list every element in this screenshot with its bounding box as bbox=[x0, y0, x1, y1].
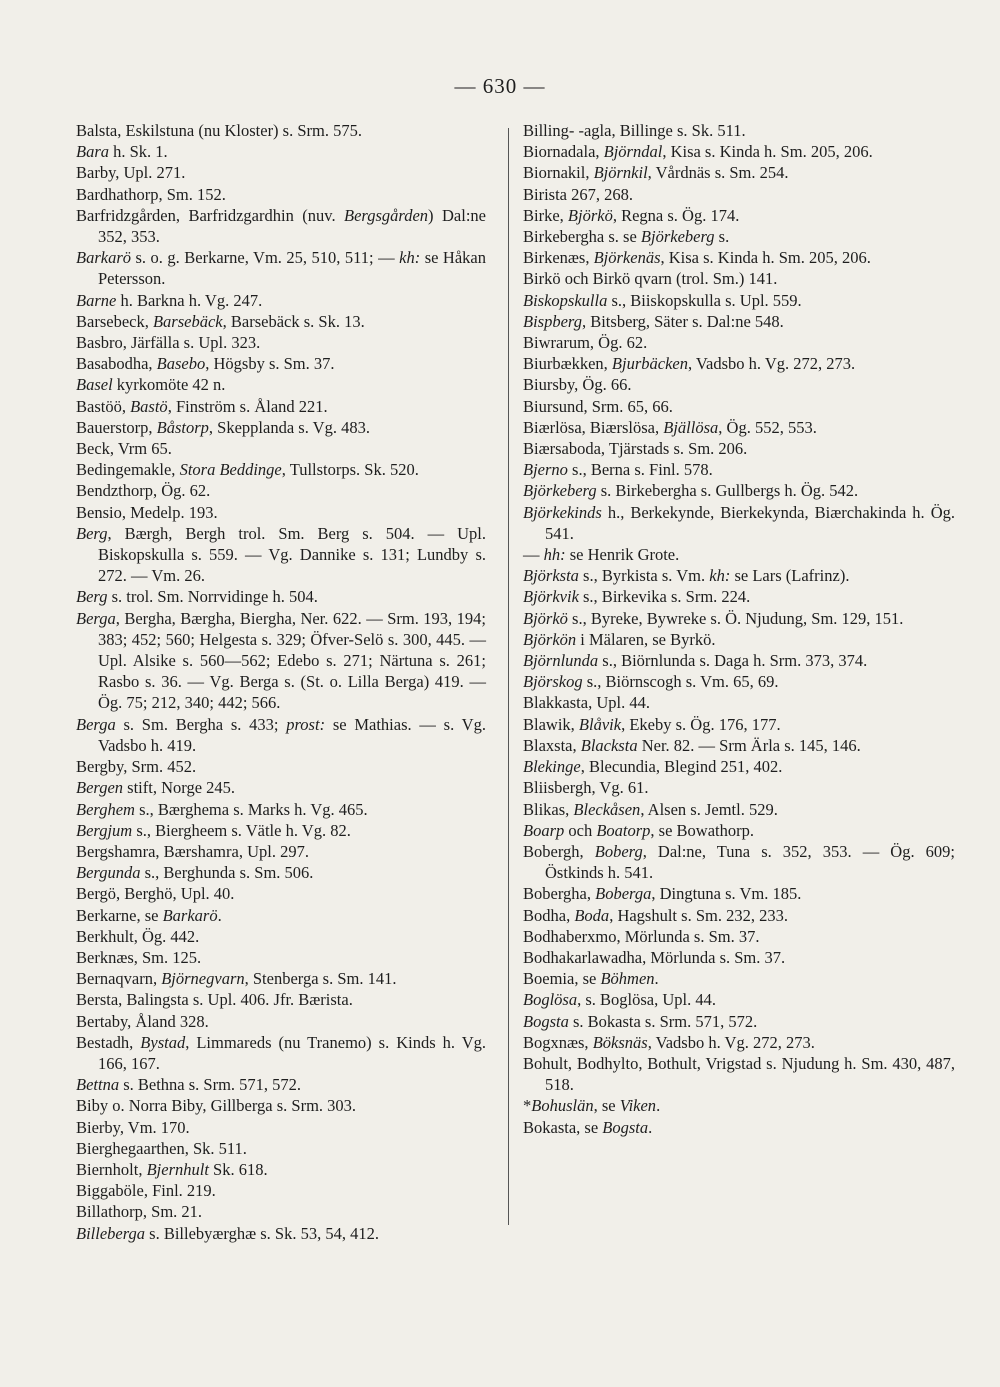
index-entry: Biursby, Ög. 66. bbox=[523, 375, 632, 395]
index-column-left bbox=[76, 120, 486, 1244]
index-entry: Biornadala, Björndal, Kisa s. Kinda h. Sm. 205, 206. bbox=[523, 142, 873, 162]
index-entry: Biurbækken, Bjurbäcken, Vadsbo h. Vg. 272, 273. bbox=[523, 354, 856, 374]
index-entry: Barne h. Barkna h. Vg. 247. bbox=[76, 290, 263, 310]
index-entry: Berkarne, se Barkarö. bbox=[76, 905, 222, 925]
index-entry: Bispberg, Bitsberg, Säter s. Dal:ne 548. bbox=[523, 311, 784, 331]
index-entry: Bergunda s., Berghunda s. Sm. 506. bbox=[76, 863, 314, 883]
index-entry: *Bohuslän, se Viken. bbox=[523, 1096, 661, 1116]
index-entry: Bernaqvarn, Björnegvarn, Stenberga s. Sm. 141. bbox=[76, 969, 397, 989]
index-entry: Birkö och Birkö qvarn (trol. Sm.) 141. bbox=[523, 269, 778, 289]
index-entry: Birke, Björkö, Regna s. Ög. 174. bbox=[523, 205, 740, 225]
index-entry: Bodha, Boda, Hagshult s. Sm. 232, 233. bbox=[523, 905, 788, 925]
index-entry: Biggaböle, Finl. 219. bbox=[76, 1181, 216, 1201]
index-entry: Basbro, Järfälla s. Upl. 323. bbox=[76, 333, 261, 353]
index-entry: Bierghegaarthen, Sk. 511. bbox=[76, 1138, 247, 1158]
index-entry: Biærsaboda, Tjärstads s. Sm. 206. bbox=[523, 439, 748, 459]
index-entry: Berkhult, Ög. 442. bbox=[76, 926, 200, 946]
index-entry: Bierby, Vm. 170. bbox=[76, 1117, 190, 1137]
index-entry: Biernholt, Bjernhult Sk. 618. bbox=[76, 1159, 268, 1179]
index-entry: Balsta, Eskilstuna (nu Kloster) s. Srm. 575. bbox=[76, 121, 362, 140]
index-entry: Blakkasta, Upl. 44. bbox=[523, 693, 650, 713]
index-entry: Björkön i Mälaren, se Byrkö. bbox=[523, 629, 716, 649]
index-entry: Bastöö, Bastö, Finström s. Åland 221. bbox=[76, 396, 328, 416]
index-entry: Bensio, Medelp. 193. bbox=[76, 502, 218, 522]
index-entry: Blaxsta, Blacksta Ner. 82. — Srm Ärla s. 145, 146. bbox=[523, 735, 861, 755]
index-entry: Björnlunda s., Biörnlunda s. Daga h. Srm. 373, 374. bbox=[523, 651, 868, 671]
index-entry: Berga s. Sm. Bergha s. 433; prost: se Mathias. — s. Vg. Vadsbo h. 419. bbox=[76, 714, 486, 755]
index-entry: Bedingemakle, Stora Beddinge, Tullstorps. Sk. 520. bbox=[76, 460, 419, 480]
index-column-right bbox=[523, 120, 955, 1138]
index-entry: Boglösa, s. Boglösa, Upl. 44. bbox=[523, 990, 716, 1010]
index-entry: Bettna s. Bethna s. Srm. 571, 572. bbox=[76, 1075, 302, 1095]
index-entry: Birista 267, 268. bbox=[523, 184, 633, 204]
index-entry: Bodhakarlawadha, Mörlunda s. Sm. 37. bbox=[523, 947, 786, 967]
index-entry: Bara h. Sk. 1. bbox=[76, 142, 168, 162]
index-entry: Bertaby, Åland 328. bbox=[76, 1011, 209, 1031]
index-entry: Biwrarum, Ög. 62. bbox=[523, 333, 648, 353]
index-entry: Biærlösa, Biærslösa, Bjällösa, Ög. 552, 553. bbox=[523, 417, 817, 437]
index-entry: Bergshamra, Bærshamra, Upl. 297. bbox=[76, 841, 309, 861]
index-entry: Bobergh, Boberg, Dal:ne, Tuna s. 352, 353. — Ög. 609; Östkinds h. 541. bbox=[523, 841, 955, 883]
index-entry: Bobergha, Boberga, Dingtuna s. Vm. 185. bbox=[523, 884, 802, 904]
index-entry: Blikas, Bleckåsen, Alsen s. Jemtl. 529. bbox=[523, 799, 778, 819]
index-entry: Björkeberg s. Birkebergha s. Gullbergs h. Ög. 542. bbox=[523, 481, 859, 501]
index-entry: Boarp och Boatorp, se Bowathorp. bbox=[523, 820, 754, 840]
index-entry: Berga, Bergha, Bærgha, Biergha, Ner. 622. — Srm. 193, 194; 383; 452; 560; Helgesta s. 329; Öfver-Selö s. 300, 445. — Upl. Alsike s. 560—562; Edebo s. 271; Närtuna s. 261; Rasbo s. 36. — Vg. Berga s. (St. o. Lilla Berga) 419. — Ög. 75; 212, 340; 442; 566. bbox=[76, 608, 486, 713]
index-entry: Billing- -agla, Billinge s. Sk. 511. bbox=[523, 121, 746, 140]
index-entry: Berg, Bærgh, Bergh trol. Sm. Berg s. 504. — Upl. Biskopskulla s. 559. — Vg. Dannike s. 131; Lundby s. 272. — Vm. 26. bbox=[76, 523, 486, 586]
index-entry: Bergö, Berghö, Upl. 40. bbox=[76, 884, 235, 904]
index-entry: Bogsta s. Bokasta s. Srm. 571, 572. bbox=[523, 1011, 758, 1031]
index-entry: Birkenæs, Björkenäs, Kisa s. Kinda h. Sm. 205, 206. bbox=[523, 248, 871, 268]
index-entry: Bergen stift, Norge 245. bbox=[76, 778, 236, 798]
index-entry: Barkarö s. o. g. Berkarne, Vm. 25, 510, 511; — kh: se Håkan Petersson. bbox=[76, 248, 486, 289]
index-entry: Billeberga s. Billebyærghæ s. Sk. 53, 54, 412. bbox=[76, 1223, 379, 1243]
index-entry: Bergby, Srm. 452. bbox=[76, 757, 197, 777]
index-entry: Bohult, Bodhylto, Bothult, Vrigstad s. Njudung h. Sm. 430, 487, 518. bbox=[523, 1053, 955, 1095]
column-divider bbox=[508, 128, 509, 1225]
index-entry: Berg s. trol. Sm. Norrvidinge h. 504. bbox=[76, 587, 318, 607]
index-entry: Bestadh, Bystad, Limmareds (nu Tranemo) s. Kinds h. Vg. 166, 167. bbox=[76, 1032, 486, 1073]
index-entry: Billathorp, Sm. 21. bbox=[76, 1202, 203, 1222]
index-entry: Bjerno s., Berna s. Finl. 578. bbox=[523, 460, 713, 480]
index-entry: Biornakil, Björnkil, Vårdnäs s. Sm. 254. bbox=[523, 163, 789, 183]
index-entry: Bogxnæs, Böksnäs, Vadsbo h. Vg. 272, 273. bbox=[523, 1032, 815, 1052]
index-entry: Björksta s., Byrkista s. Vm. kh: se Lars (Lafrinz). bbox=[523, 566, 850, 586]
index-entry: Björkekinds h., Berkekynde, Bierkekynda, Biærchakinda h. Ög. 541. bbox=[523, 502, 955, 543]
index-entry: Basel kyrkomöte 42 n. bbox=[76, 375, 226, 395]
index-entry: Bliisbergh, Vg. 61. bbox=[523, 778, 649, 798]
index-entry: Bauerstorp, Båstorp, Skepplanda s. Vg. 483. bbox=[76, 417, 370, 437]
index-entry: Birkebergha s. se Björkeberg s. bbox=[523, 227, 730, 247]
index-entry: Biursund, Srm. 65, 66. bbox=[523, 396, 673, 416]
index-entry: — hh: se Henrik Grote. bbox=[523, 545, 680, 565]
index-entry: Bergjum s., Biergheem s. Vätle h. Vg. 82. bbox=[76, 820, 351, 840]
page-number: — 630 — bbox=[454, 74, 546, 98]
index-entry: Barsebeck, Barsebäck, Barsebäck s. Sk. 13. bbox=[76, 311, 365, 331]
index-entry: Barfridzgården, Barfridzgardhin (nuv. Bergsgården) Dal:ne 352, 353. bbox=[76, 205, 486, 247]
index-entry: Berknæs, Sm. 125. bbox=[76, 947, 202, 967]
index-entry: Biskopskulla s., Biiskopskulla s. Upl. 559. bbox=[523, 290, 802, 310]
index-entry: Biby o. Norra Biby, Gillberga s. Srm. 303. bbox=[76, 1096, 357, 1116]
index-entry: Björkvik s., Birkevika s. Srm. 224. bbox=[523, 587, 751, 607]
index-entry: Bokasta, se Bogsta. bbox=[523, 1117, 653, 1137]
index-entry: Bardhathorp, Sm. 152. bbox=[76, 184, 226, 204]
index-entry: Berghem s., Bærghema s. Marks h. Vg. 465. bbox=[76, 799, 368, 819]
index-entry: Bersta, Balingsta s. Upl. 406. Jfr. Bærista. bbox=[76, 990, 353, 1010]
index-entry: Bendzthorp, Ög. 62. bbox=[76, 481, 211, 501]
index-entry: Barby, Upl. 271. bbox=[76, 163, 186, 183]
index-entry: Björkö s., Byreke, Bywreke s. Ö. Njudung, Sm. 129, 151. bbox=[523, 608, 904, 628]
index-entry: Björskog s., Biörnscogh s. Vm. 65, 69. bbox=[523, 672, 779, 692]
index-entry: Beck, Vrm 65. bbox=[76, 439, 172, 459]
index-entry: Blawik, Blåvik, Ekeby s. Ög. 176, 177. bbox=[523, 714, 781, 734]
index-entry: Boemia, se Böhmen. bbox=[523, 969, 659, 989]
index-entry: Blekinge, Blecundia, Blegind 251, 402. bbox=[523, 757, 783, 777]
index-entry: Basabodha, Basebo, Högsby s. Sm. 37. bbox=[76, 354, 335, 374]
index-entry: Bodhaberxmo, Mörlunda s. Sm. 37. bbox=[523, 926, 760, 946]
